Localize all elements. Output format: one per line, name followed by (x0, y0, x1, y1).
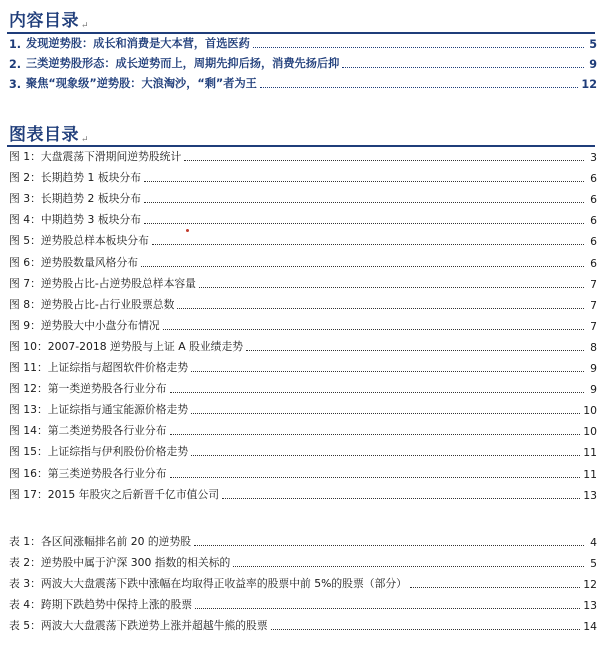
dot-leader (191, 371, 584, 372)
entry-page-number: 5 (590, 557, 597, 570)
entry-label: 图 9： (9, 318, 41, 332)
entry-page-number: 6 (590, 235, 597, 249)
entry-title: 上证综指与通宝能源价格走势 (47, 403, 189, 417)
list-item[interactable] (9, 596, 597, 612)
dot-leader (184, 160, 584, 161)
dot-leader (177, 308, 584, 309)
toc-entry[interactable] (9, 35, 597, 51)
list-item[interactable] (9, 554, 597, 570)
entry-title: 三类逆势股形态：成长逆势而上，周期先抑后扬，消费先扬后抑 (26, 57, 340, 70)
dot-leader (342, 67, 584, 68)
entry-label: 图 8： (9, 297, 41, 311)
entry-page-number: 6 (590, 172, 597, 186)
entry-label: 表 2： (9, 556, 41, 569)
entry-label: 图 14： (9, 424, 48, 438)
entry-page-number: 6 (590, 256, 597, 270)
entry-title: 聚焦“现象级”逆势股：大浪淘沙，“剩”者为王 (26, 77, 257, 90)
entry-label: 图 7： (9, 276, 41, 290)
entry-page-number: 7 (590, 319, 597, 333)
entry-title: 大盘震荡下滑期间逆势股统计 (40, 150, 182, 163)
list-item[interactable] (9, 148, 597, 164)
entry-title: 长期趋势 1 板块分布 (40, 171, 142, 185)
entry-label: 图 4： (9, 213, 41, 227)
dot-leader (141, 266, 584, 267)
dot-leader (199, 287, 584, 288)
toc-heading-rule (7, 32, 595, 34)
list-item[interactable] (9, 533, 597, 549)
entry-title: 中期趋势 3 板块分布 (40, 213, 142, 227)
list-item[interactable] (9, 317, 597, 333)
figures-heading-text: 图表目录 (9, 125, 79, 145)
dot-leader (170, 392, 584, 393)
entry-page-number: 13 (583, 488, 597, 502)
toc-heading (9, 6, 89, 31)
dot-leader (170, 477, 581, 478)
entry-title: 第三类逆势股各行业分布 (47, 466, 167, 480)
list-item[interactable] (9, 465, 597, 481)
entry-page-number: 6 (590, 214, 597, 228)
list-item[interactable] (9, 232, 597, 248)
list-item[interactable] (9, 190, 597, 206)
paragraph-mark-icon: ↵ (81, 21, 90, 31)
red-dot-marker (186, 229, 189, 232)
entry-page-number: 7 (590, 298, 597, 312)
entry-page-number: 7 (590, 277, 597, 291)
entry-page-number: 4 (590, 536, 597, 549)
entry-label: 表 5： (9, 619, 41, 632)
entry-label: 图 1： (9, 150, 41, 163)
entry-label: 图 12： (9, 382, 48, 396)
entry-label: 2. (9, 58, 22, 71)
figures-heading-rule (7, 145, 595, 147)
entry-page-number: 10 (583, 425, 597, 439)
entry-title: 2007-2018 逆势股与上证 A 股业绩走势 (47, 339, 244, 353)
entry-label: 图 15： (9, 445, 48, 459)
entry-title: 各区间涨幅排名前 20 的逆势股 (40, 535, 192, 548)
list-item[interactable] (9, 401, 597, 417)
toc-heading-text: 内容目录 (9, 11, 79, 31)
list-item[interactable] (9, 617, 597, 633)
dot-leader (152, 244, 584, 245)
entry-label: 图 2： (9, 171, 41, 185)
entry-page-number: 8 (590, 340, 597, 354)
list-item[interactable] (9, 575, 597, 591)
dot-leader (253, 47, 584, 48)
list-item[interactable] (9, 254, 597, 270)
entry-title: 逆势股占比-占逆势股总样本容量 (40, 276, 196, 290)
list-item[interactable] (9, 296, 597, 312)
dot-leader (410, 587, 580, 588)
entry-page-number: 12 (581, 78, 597, 91)
entry-title: 逆势股数量风格分布 (40, 255, 139, 269)
entry-page-number: 5 (589, 38, 597, 51)
entry-page-number: 14 (583, 620, 597, 633)
dot-leader (191, 455, 580, 456)
entry-title: 长期趋势 2 板块分布 (40, 192, 142, 206)
dot-leader (246, 350, 584, 351)
entry-label: 图 10： (9, 339, 48, 353)
entry-title: 逆势股占比-占行业股票总数 (40, 297, 175, 311)
entry-page-number: 6 (590, 193, 597, 207)
entry-label: 图 5： (9, 234, 41, 248)
entry-title: 两波大大盘震荡下跌中涨幅在均取得正收益率的股票中前 5%的股票（部分） (40, 577, 407, 590)
dot-leader (163, 329, 584, 330)
list-item[interactable] (9, 443, 597, 459)
entry-title: 逆势股大中小盘分布情况 (40, 318, 160, 332)
entry-label: 表 1： (9, 535, 41, 548)
figures-heading (9, 120, 89, 145)
entry-label: 图 17： (9, 487, 48, 501)
entry-label: 图 16： (9, 466, 48, 480)
dot-leader (233, 566, 584, 567)
entry-page-number: 10 (583, 404, 597, 418)
list-item[interactable] (9, 486, 597, 502)
entry-page-number: 12 (583, 578, 597, 591)
entry-title: 第二类逆势股各行业分布 (47, 424, 167, 438)
entry-title: 上证综指与伊利股份价格走势 (47, 445, 189, 459)
entry-title: 两波大大盘震荡下跌逆势上涨并超越牛熊的股票 (40, 619, 268, 632)
dot-leader (144, 223, 584, 224)
toc-entry[interactable] (9, 75, 597, 91)
entry-title: 逆势股中属于沪深 300 指数的相关标的 (40, 556, 231, 569)
list-item[interactable] (9, 338, 597, 354)
list-item[interactable] (9, 422, 597, 438)
list-item[interactable] (9, 275, 597, 291)
entry-page-number: 9 (589, 58, 597, 71)
entry-title: 发现逆势股：成长和消费是大本营，首选医药 (26, 37, 250, 50)
entry-title: 逆势股总样本板块分布 (40, 234, 149, 248)
dot-leader (191, 413, 580, 414)
entry-label: 3. (9, 78, 22, 91)
entry-title: 第一类逆势股各行业分布 (47, 382, 167, 396)
list-item[interactable] (9, 211, 597, 227)
entry-label: 1. (9, 38, 22, 51)
dot-leader (271, 629, 581, 630)
entry-page-number: 13 (583, 599, 597, 612)
dot-leader (195, 608, 580, 609)
entry-title: 跨期下跌趋势中保持上涨的股票 (40, 598, 193, 611)
entry-page-number: 9 (590, 362, 597, 375)
dot-leader (170, 434, 581, 435)
entry-page-number: 11 (583, 467, 597, 481)
entry-label: 图 13： (9, 403, 48, 417)
list-item[interactable] (9, 169, 597, 185)
list-item[interactable] (9, 380, 597, 396)
dot-leader (144, 181, 584, 182)
dot-leader (144, 202, 584, 203)
dot-leader (222, 498, 580, 499)
list-item[interactable] (9, 359, 597, 375)
toc-entry[interactable] (9, 55, 597, 71)
paragraph-mark-icon: ↵ (81, 135, 90, 145)
entry-page-number: 11 (583, 446, 597, 460)
entry-title: 2015 年股灾之后新晋千亿市值公司 (47, 487, 220, 501)
entry-page-number: 3 (590, 151, 597, 164)
entry-title: 上证综指与超图软件价格走势 (47, 361, 189, 374)
dot-leader (260, 87, 579, 88)
entry-page-number: 9 (590, 383, 597, 397)
entry-label: 图 6： (9, 255, 41, 269)
entry-label: 图 3： (9, 192, 41, 206)
entry-label: 表 3： (9, 577, 41, 590)
entry-label: 表 4： (9, 598, 41, 611)
entry-label: 图 11： (9, 361, 48, 374)
dot-leader (194, 545, 584, 546)
